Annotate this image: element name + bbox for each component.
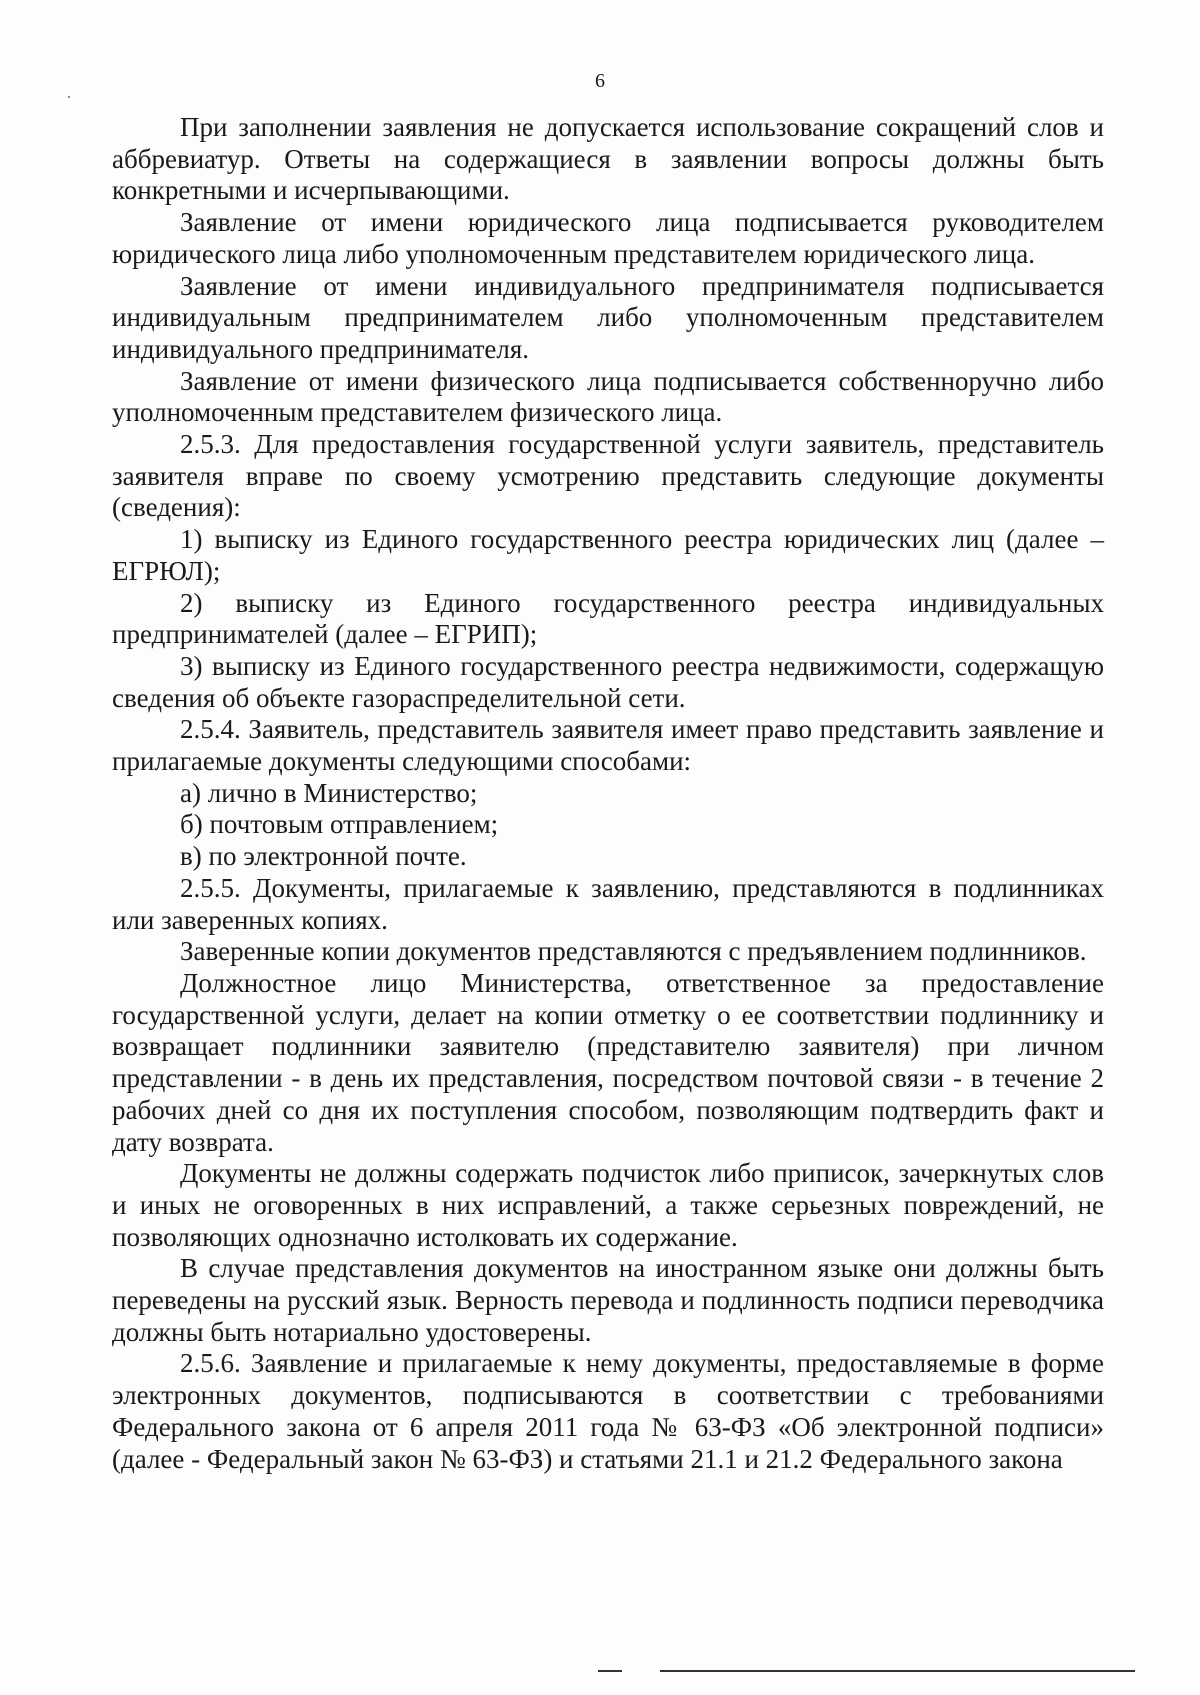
paragraph-2-5-4: 2.5.4. Заявитель, представитель заявителя имеет право представить заявление и прилагаемые документы следующими способами: xyxy=(112,714,1104,777)
footer-rule-long xyxy=(660,1670,1135,1672)
paragraph-entrepreneur-signature: Заявление от имени индивидуального предпринимателя подписывается индивидуальным предпринимателем либо уполномоченным представителем индивидуального предпринимателя. xyxy=(112,270,1104,364)
list-item-by-email: в) по электронной почте. xyxy=(180,841,467,872)
paragraph-official-mark: Должностное лицо Министерства, ответственное за предоставление государственной услуги, делает на копии отметку о ее соответствии подлиннику и возвращает подлинники заявителю (представителю заявителя) при личном представлении - в день их представления, посредством почтовой связи - в течение 2 рабочих дней со дня их поступления способом, позволяющим подтвердить факт и дату возврата. xyxy=(112,967,1104,1157)
paragraph-translation: В случае представления документов на иностранном языке они должны быть переведены на русский язык. Верность перевода и подлинность подписи переводчика должны быть нотариально удостоверены. xyxy=(112,1253,1104,1347)
paragraph-certified-copies: Заверенные копии документов представляются с предъявлением подлинников. xyxy=(180,936,1087,967)
list-item-egrip: 2) выписку из Единого государственного реестра индивидуальных предпринимателей (далее – ЕГРИП); xyxy=(112,587,1104,650)
paragraph-no-corrections: Документы не должны содержать подчисток либо приписок, зачеркнутых слов и иных не оговоренных в них исправлений, а также серьезных повреждений, не позволяющих однозначно истолковать их содержание. xyxy=(112,1158,1104,1252)
list-item-by-mail: б) почтовым отправлением; xyxy=(180,809,499,840)
list-item-egrul: 1) выписку из Единого государственного реестра юридических лиц (далее – ЕГРЮЛ); xyxy=(112,524,1104,586)
paragraph-2-5-5: 2.5.5. Документы, прилагаемые к заявлению, представляются в подлинниках или заверенных копиях. xyxy=(112,872,1104,935)
paragraph-abbreviations: При заполнении заявления не допускается использование сокращений слов и аббревиатур. Ответы на содержащиеся в заявлении вопросы должны быть конкретными и исчерпывающими. xyxy=(112,112,1104,206)
list-item-in-person: а) лично в Министерство; xyxy=(180,777,478,808)
page-number: 6 xyxy=(595,70,605,92)
document-body xyxy=(112,112,1104,1475)
paragraph-2-5-3: 2.5.3. Для предоставления государственной услуги заявитель, представитель заявителя вправе по своему усмотрению представить следующие документы (сведения): xyxy=(112,429,1104,523)
paragraph-legal-entity-signature: Заявление от имени юридического лица подписывается руководителем юридического лица либо уполномоченным представителем юридического лица. xyxy=(112,207,1104,269)
paragraph-individual-signature: Заявление от имени физического лица подписывается собственноручно либо уполномоченным представителем физического лица. xyxy=(112,365,1104,428)
scan-artifact xyxy=(68,96,70,98)
paragraph-2-5-6: 2.5.6. Заявление и прилагаемые к нему документы, предоставляемые в форме электронных документов, подписываются в соответствии с требованиями Федерального закона от 6 апреля 2011 года № 63-ФЗ «Об электронной подписи» (далее - Федеральный закон № 63-ФЗ) и статьями 21.1 и 21.2 Федерального закона xyxy=(112,1348,1104,1474)
list-item-egrn: 3) выписку из Единого государственного реестра недвижимости, содержащую сведения об объекте газораспределительной сети. xyxy=(112,650,1104,713)
footer-rule-short xyxy=(598,1670,622,1672)
